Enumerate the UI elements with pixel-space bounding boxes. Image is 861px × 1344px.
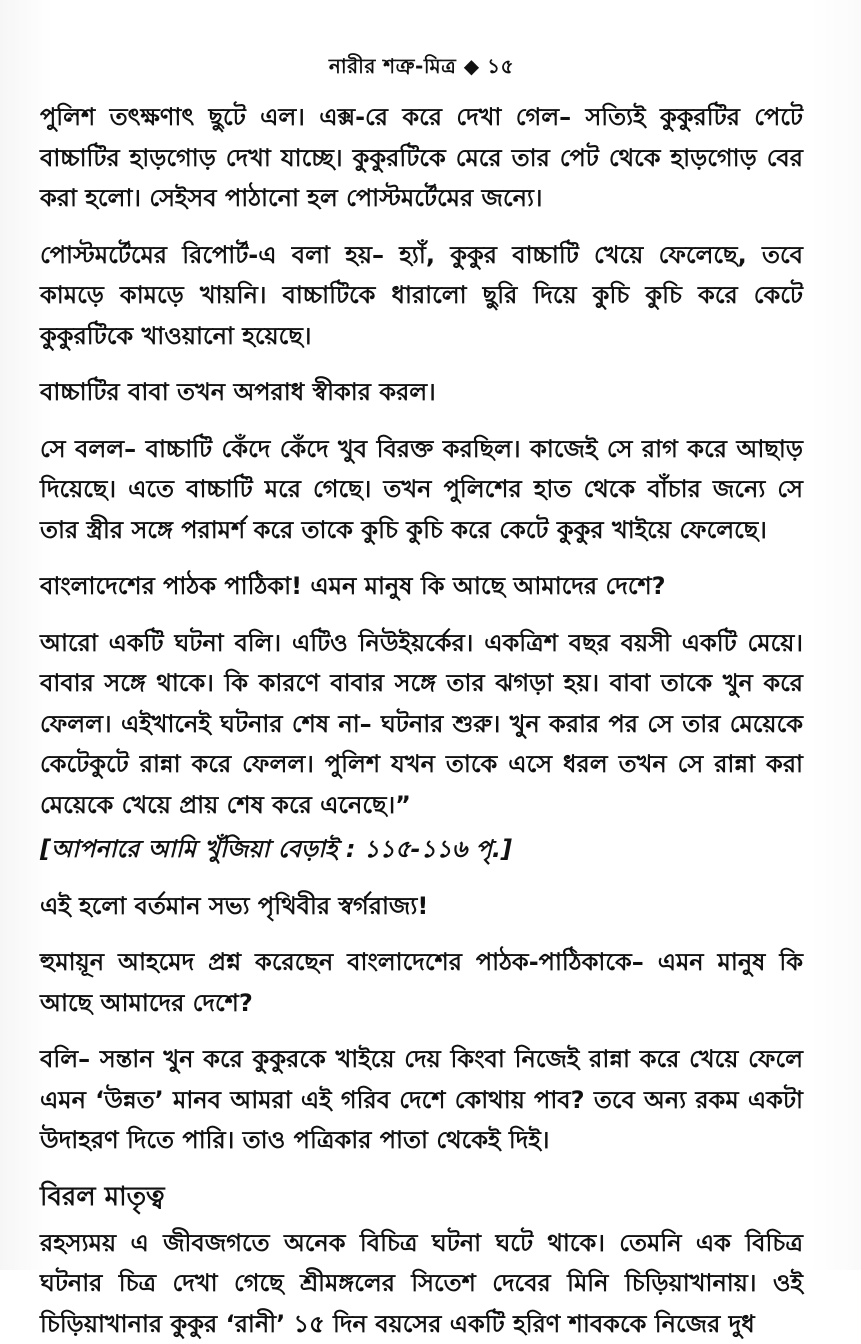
section-heading: বিরল মাতৃত্ব (40, 1177, 803, 1217)
paragraph-reply: বলি– সন্তান খুন করে কুকুরকে খাইয়ে দেয় কিংবা নিজেই রান্না করে খেয়ে ফেলে এমন ‘উন্নত’ মানব আমরা এই গরিব দেশে কোথায় পাব? তবে অন্য রকম একটা উদাহরণ দিতে পারি। তাও পত্রিকার পাতা থেকেই দিই। (40, 1039, 803, 1161)
running-head: নারীর শত্রু-মিত্র ◆ ১৫ (40, 52, 803, 85)
paragraph-question-readers: বাংলাদেশের পাঠক পাঠিকা! এমন মানুষ কি আছে আমাদের দেশে? (40, 566, 803, 607)
paragraph-civilized-world: এই হলো বর্তমান সভ্য পৃথিবীর স্বর্গরাজ্য! (40, 886, 803, 927)
paragraph-humayun-question: হুমায়ূন আহমেদ প্রশ্ন করেছেন বাংলাদেশের পাঠক-পাঠিকাকে– এমন মানুষ কি আছে আমাদের দেশে? (40, 942, 803, 1023)
citation: [আপনারে আমি খুঁজিয়া বেড়াই : ১১৫-১১৬ পৃ.] (40, 829, 803, 870)
paragraph-rare-motherhood: রহস্যময় এ জীবজগতে অনেক বিচিত্র ঘটনা ঘটে থাকে। তেমনি এক বিচিত্র ঘটনার চিত্র দেখা গেছে শ্রীমঙ্গলের সিতেশ দেবের মিনি চিড়িয়াখানায়। ওই চিড়িয়াখানার কুকুর ‘রানী’ ১৫ দিন বয়সের একটি হরিণ শাবককে নিজের দুধ (40, 1223, 803, 1344)
paragraph-father-statement: সে বলল– বাচ্চাটি কেঁদে কেঁদে খুব বিরক্ত করছিল। কাজেই সে রাগ করে আছাড় দিয়েছে। এতে বাচ্চাটি মরে গেছে। তখন পুলিশের হাত থেকে বাঁচার জন্যে সে তার স্ত্রীর সঙ্গে পরামর্শ করে তাকে কুচি কুচি করে কেটে কুকুর খাইয়ে ফেলেছে। (40, 429, 803, 551)
paragraph-new-york-incident: আরো একটি ঘটনা বলি। এটিও নিউইয়র্কের। একত্রিশ বছর বয়সী একটি মেয়ে। বাবার সঙ্গে থাকে। কি কারণে বাবার সঙ্গে তার ঝগড়া হয়। বাবা তাকে খুন করে ফেলল। এইখানেই ঘটনার শেষ না– ঘটনার শুরু। খুন করার পর সে তার মেয়েকে কেটেকুটে রান্না করে ফেলল। পুলিশ যখন তাকে এসে ধরল তখন সে রান্না করা মেয়েকে খেয়ে প্রায় শেষ করে এনেছে।” (40, 623, 803, 826)
paragraph-police-xray: পুলিশ তৎক্ষণাৎ ছুটে এল। এক্স-রে করে দেখা গেল– সত্যিই কুকুরটির পেটে বাচ্চাটির হাড়গোড় দেখা যাচ্ছে। কুকুরটিকে মেরে তার পেট থেকে হাড়গোড় বের করা হলো। সেইসব পাঠানো হল পোস্টমর্টেমের জন্যে। (40, 97, 803, 219)
paragraph-postmortem-report: পোস্টমর্টেমের রিপোর্ট-এ বলা হয়– হ্যাঁ, কুকুর বাচ্চাটি খেয়ে ফেলেছে, তবে কামড়ে কামড়ে খায়নি। বাচ্চাটিকে ধারালো ছুরি দিয়ে কুচি কুচি করে কেটে কুকুরটিকে খাওয়ানো হয়েছে। (40, 235, 803, 357)
paragraph-father-confession: বাচ্চাটির বাবা তখন অপরাধ স্বীকার করল। (40, 372, 803, 413)
